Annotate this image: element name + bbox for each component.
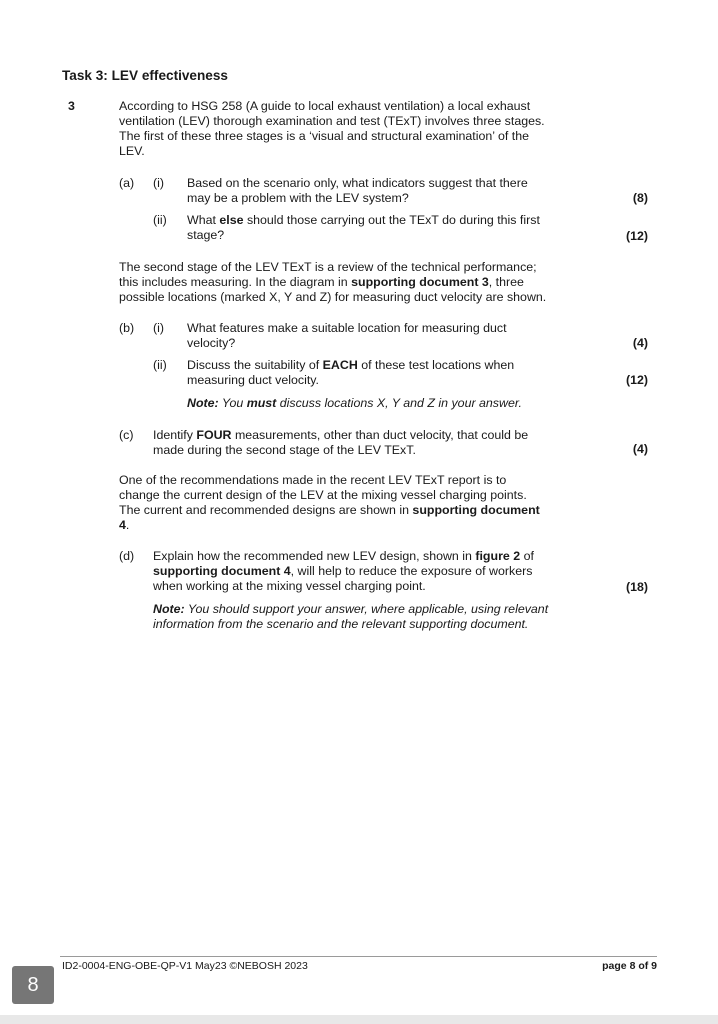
question-line: when working at the mixing vessel charging point. (153, 579, 426, 593)
intro-line: The first of these three stages is a ‘visual and structural examination’ of the (119, 129, 530, 143)
paragraph-line: this includes measuring. In the diagram in supporting document 3, three (119, 275, 524, 289)
paragraph-line: One of the recommendations made in the recent LEV TExT report is to (119, 473, 507, 487)
viewer-bottom-bar (0, 1015, 718, 1024)
question-line: stage? (187, 228, 225, 242)
paragraph-line: The current and recommended designs are shown in supporting document (119, 503, 540, 517)
part-b-i-marks: (4) (632, 336, 648, 350)
part-b-label: (b) (119, 321, 135, 335)
paragraph-line: possible locations (marked X, Y and Z) for measuring duct velocity are shown. (119, 290, 547, 304)
part-d-label: (d) (119, 549, 135, 563)
recommendation-paragraph (119, 473, 589, 533)
intro-line: LEV. (119, 144, 145, 158)
footer-divider (60, 956, 657, 957)
part-c-text (153, 428, 583, 458)
part-d-note (153, 602, 593, 632)
part-b-note: Note: You must discuss locations X, Y and Z in your answer. (187, 396, 522, 410)
part-c-label: (c) (119, 428, 134, 442)
part-d-text (153, 549, 583, 594)
question-line: What else should those carrying out the TExT do during this first (187, 213, 540, 227)
question-line: measuring duct velocity. (187, 373, 319, 387)
part-a-i-marks: (8) (632, 191, 648, 205)
part-a-label: (a) (119, 176, 135, 190)
intro-line: According to HSG 258 (A guide to local exhaust ventilation) a local exhaust (119, 99, 531, 113)
note-line: information from the scenario and the relevant supporting document. (153, 617, 529, 631)
page-indicator-badge[interactable]: 8 (12, 966, 54, 1004)
question-line: Based on the scenario only, what indicators suggest that there (187, 176, 528, 190)
paragraph-line: change the current design of the LEV at the mixing vessel charging points. (119, 488, 527, 502)
part-a-i-label: (i) (153, 176, 165, 190)
footer-page-number: page 8 of 9 (602, 960, 657, 972)
question-line: may be a problem with the LEV system? (187, 191, 409, 205)
part-b-ii-text (187, 358, 582, 388)
part-d-marks: (18) (625, 580, 648, 594)
intro-paragraph (119, 99, 589, 159)
part-b-ii-marks: (12) (625, 373, 648, 387)
question-line: Explain how the recommended new LEV design, shown in figure 2 of (153, 549, 534, 563)
question-line: Discuss the suitability of EACH of these test locations when (187, 358, 515, 372)
part-a-ii-text (187, 213, 582, 243)
part-b-i-label: (i) (153, 321, 165, 335)
second-stage-paragraph (119, 260, 589, 305)
note-line: Note: You should support your answer, where applicable, using relevant (153, 602, 549, 616)
part-b-ii-label: (ii) (153, 358, 167, 372)
question-line: supporting document 4, will help to reduce the exposure of workers (153, 564, 533, 578)
question-line: What features make a suitable location for measuring duct (187, 321, 507, 335)
question-line: Identify FOUR measurements, other than duct velocity, that could be (153, 428, 529, 442)
part-a-i-text (187, 176, 582, 206)
part-b-i-text (187, 321, 582, 351)
question-line: velocity? (187, 336, 236, 350)
intro-line: ventilation (LEV) thorough examination and test (TExT) involves three stages. (119, 114, 545, 128)
paragraph-line: 4. (119, 518, 130, 532)
question-line: made during the second stage of the LEV TExT. (153, 443, 416, 457)
paragraph-line: The second stage of the LEV TExT is a review of the technical performance; (119, 260, 537, 274)
question-number: 3 (68, 99, 75, 113)
part-a-ii-label: (ii) (153, 213, 167, 227)
footer-reference: ID2-0004-ENG-OBE-QP-V1 May23 ©NEBOSH 2023 (62, 960, 308, 972)
part-a-ii-marks: (12) (625, 229, 648, 243)
part-c-marks: (4) (632, 442, 648, 456)
task-title: Task 3: LEV effectiveness (62, 68, 228, 83)
